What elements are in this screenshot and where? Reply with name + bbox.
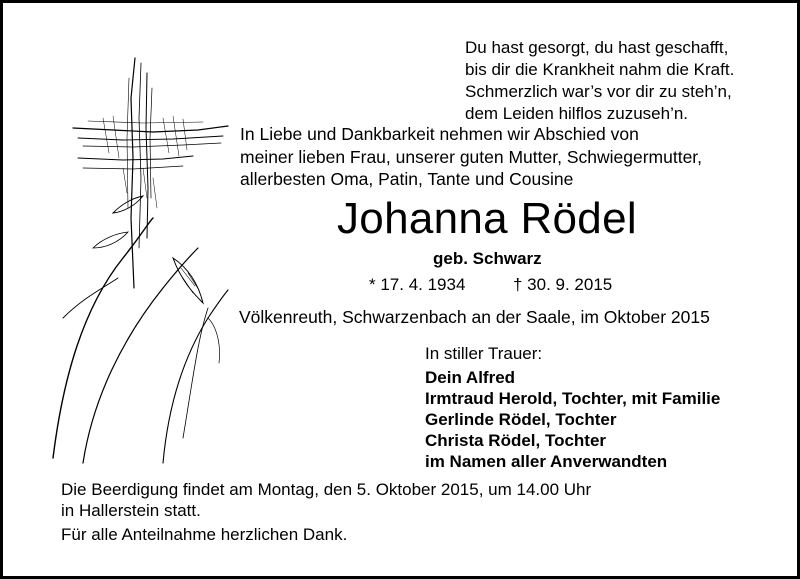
- place-and-date: Völkenreuth, Schwarzenbach an der Saale, im Oktober 2015: [239, 307, 710, 327]
- funeral-info: [61, 479, 591, 521]
- poem-line: Du hast gesorgt, du hast geschafft,: [465, 38, 729, 57]
- funeral-line: Die Beerdigung findet am Montag, den 5. Oktober 2015, um 14.00 Uhr: [61, 480, 592, 499]
- maiden-name: geb. Schwarz: [433, 249, 542, 268]
- birth-date: * 17. 4. 1934: [369, 275, 466, 294]
- death-date: † 30. 9. 2015: [513, 275, 613, 294]
- thanks-text: Für alle Anteilnahme herzlichen Dank.: [61, 525, 348, 544]
- mourning-title: In stiller Trauer:: [425, 344, 543, 363]
- intro-line: In Liebe und Dankbarkeit nehmen wir Abschied von: [240, 124, 639, 144]
- deceased-name: Johanna Rödel: [337, 194, 637, 243]
- poem-line: dem Leiden hilflos zuzuseh’n.: [465, 104, 689, 123]
- intro-line: meiner lieben Frau, unserer guten Mutter, Schwiegermutter,: [240, 146, 703, 167]
- intro-text: [240, 123, 785, 191]
- poem: [465, 37, 785, 125]
- mourner: Christa Rödel, Tochter: [425, 431, 607, 450]
- poem-line: Schmerzlich war’s vor dir zu steh’n,: [465, 82, 732, 101]
- funeral-line: in Hallerstein statt.: [61, 501, 201, 520]
- poem-line: bis dir die Krankheit nahm die Kraft.: [465, 60, 735, 79]
- mourners-list: [425, 367, 720, 472]
- mourner: Gerlinde Rödel, Tochter: [425, 410, 617, 429]
- mourner: im Namen aller Anverwandten: [425, 452, 668, 471]
- mourner: Dein Alfred: [425, 368, 516, 387]
- mourner: Irmtraud Herold, Tochter, mit Familie: [425, 389, 721, 408]
- intro-line: allerbesten Oma, Patin, Tante und Cousine: [240, 169, 574, 189]
